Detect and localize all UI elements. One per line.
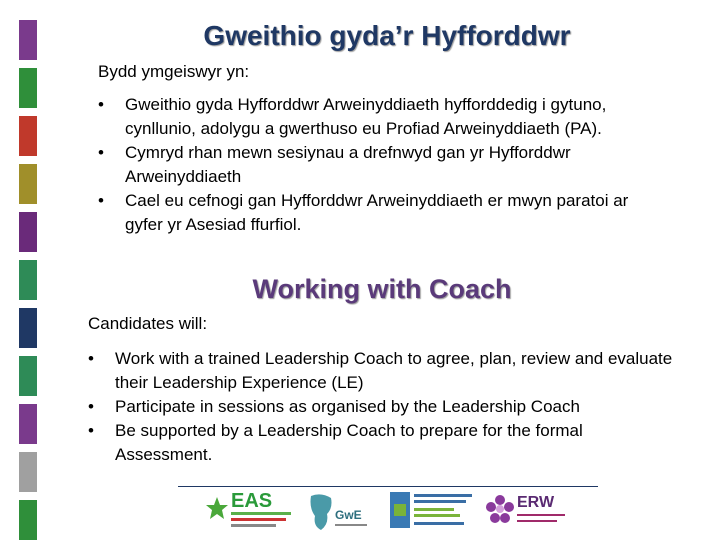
welsh-bullet-list [98,93,658,237]
side-bar-segment [19,116,37,156]
side-bar-segment [19,404,37,444]
side-bar-segment [19,212,37,252]
eas-logo: EAS [205,490,290,534]
side-bar-segment [19,68,37,108]
side-bar-segment [19,452,37,492]
partner-logos [205,490,580,534]
side-bar-segment [19,308,37,348]
bullet-icon: • [88,349,94,368]
erw-logo: ERW [485,490,575,534]
erw-flower-icon [485,494,515,524]
welsh-title: Gweithio gyda’r Hyfforddwr [203,20,571,51]
bullet-icon: • [98,95,104,114]
bullet-icon: • [98,143,104,162]
list-item: • Cymryd rhan mewn sesiynau a drefnwyd gan yr Hyfforddwr Arweinyddiaeth [98,143,571,186]
welsh-intro: Bydd ymgeiswyr yn: [98,62,250,81]
eas-star-icon [205,496,229,520]
list-item: • Work with a trained Leadership Coach to agree, plan, review and evaluate their Leadership Experience (LE) [88,349,673,392]
side-bar-segment [19,500,37,540]
bullet-icon: • [98,191,104,210]
gwe-map-icon [307,492,335,532]
english-bullet-list [88,347,678,467]
list-item: • Be supported by a Leadership Coach to prepare for the formal Assessment. [88,421,583,464]
list-item: • Gweithio gyda Hyfforddwr Arweinyddiaeth hyfforddedig i gytuno, cynllunio, adolygu a gwerthuso eu Profiad Arweinyddiaeth (PA). [98,95,607,138]
english-intro: Candidates will: [88,314,208,333]
footer-divider [178,486,598,487]
list-item: • Cael eu cefnogi gan Hyfforddwr Arweinyddiaeth er mwyn paratoi ar gyfer yr Asesiad ffurfiol. [98,191,629,234]
bullet-icon: • [88,421,94,440]
gwe-logo: GwE [307,490,379,534]
side-bar-segment [19,164,37,204]
english-title: Working with Coach [252,274,512,304]
side-bar-segment [19,356,37,396]
csc-logo [390,490,478,534]
bullet-icon: • [88,397,94,416]
list-item: • Participate in sessions as organised by the Leadership Coach [88,395,678,419]
